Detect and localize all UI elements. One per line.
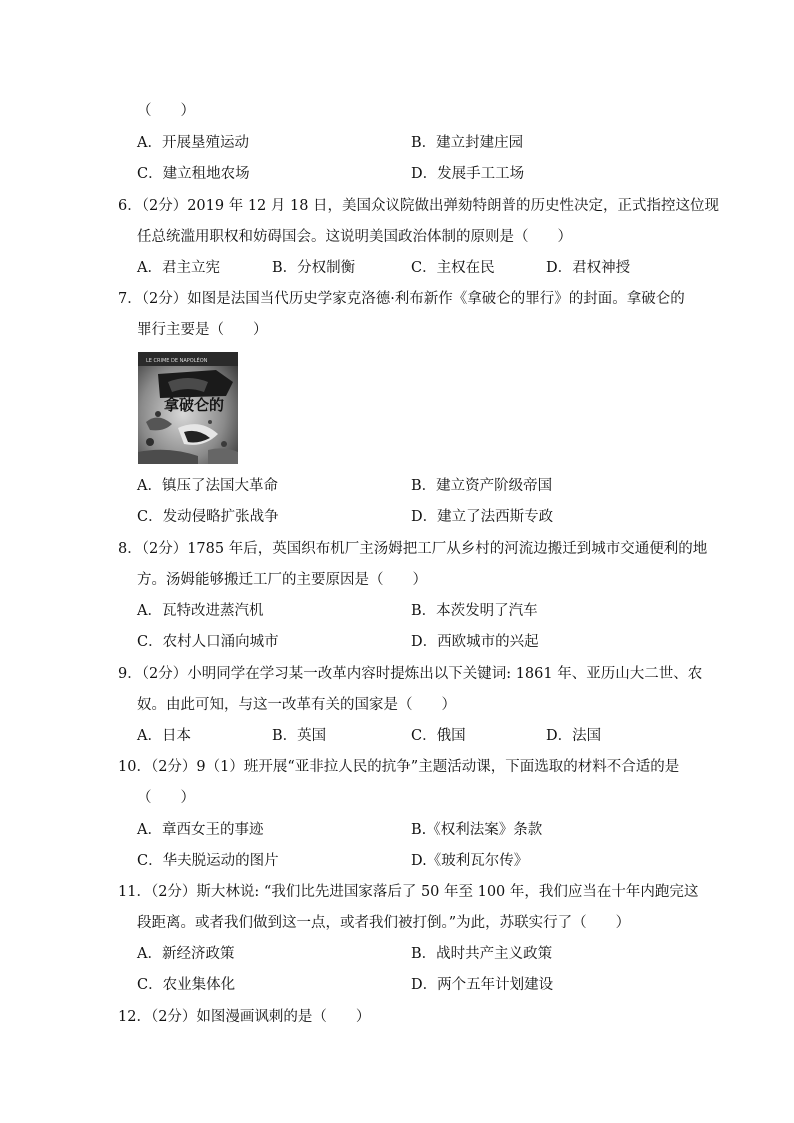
q6-option-a[interactable]: A．君主立宪 [137, 260, 220, 276]
q5-option-c[interactable]: C．建立租地农场 [137, 166, 250, 182]
q11-stem-line1: 11．（2分）斯大林说: “我们比先进国家落后了 50 年至 100 年，我们应当在十年内跑完这 [118, 884, 699, 900]
q10-stem-line2: （ ） [137, 790, 195, 806]
q11-option-d[interactable]: D．两个五年计划建设 [411, 977, 554, 993]
q7-option-c[interactable]: C．发动侵略扩张战争 [137, 509, 279, 525]
q6-option-c[interactable]: C．主权在民 [411, 260, 495, 276]
q8-option-d[interactable]: D．西欧城市的兴起 [411, 634, 539, 650]
q5-answer-blank: （ ） [137, 103, 195, 119]
q8-stem-line2: 方。汤姆能够搬迁工厂的主要原因是（ ） [137, 572, 427, 588]
q7-option-a[interactable]: A．镇压了法国大革命 [137, 478, 278, 494]
q6-stem-line1: 6．（2分）2019 年 12 月 18 日，美国众议院做出弹劾特朗普的历史性决定，正式指控这位现 [118, 198, 720, 214]
q6-option-b[interactable]: B．分权制衡 [272, 260, 356, 276]
q11-option-c[interactable]: C．农业集体化 [137, 977, 236, 993]
q10-option-a[interactable]: A．章西女王的事迹 [137, 822, 264, 838]
q9-option-a[interactable]: A．日本 [137, 728, 191, 744]
q12-stem-line1: 12．（2分）如图漫画讽刺的是（ ） [118, 1009, 371, 1025]
q6-option-d[interactable]: D．君权神授 [546, 260, 631, 276]
q10-stem-line1: 10．（2分）9（1）班开展“亚非拉人民的抗争”主题活动课，下面选取的材料不合适的是 [118, 759, 680, 775]
q8-stem-line1: 8．（2分）1785 年后，英国织布机厂主汤姆把工厂从乡村的河流边搬迁到城市交通便利的地 [118, 541, 708, 557]
svg-text:拿破仑的: 拿破仑的 [164, 396, 225, 414]
q9-option-d[interactable]: D．法国 [546, 728, 602, 744]
q10-option-d[interactable]: D.《玻利瓦尔传》 [411, 853, 529, 869]
svg-text:LE CRIME DE NAPOLÉON: LE CRIME DE NAPOLÉON [146, 358, 208, 364]
q5-option-b[interactable]: B．建立封建庄园 [411, 135, 524, 151]
q10-option-b[interactable]: B.《权利法案》条款 [411, 822, 543, 838]
q5-option-d[interactable]: D．发展手工工场 [411, 166, 525, 182]
q7-stem-line2: 罪行主要是（ ） [137, 322, 268, 338]
q8-option-b[interactable]: B．本茨发明了汽车 [411, 603, 538, 619]
q11-option-b[interactable]: B．战时共产主义政策 [411, 946, 553, 962]
q7-option-b[interactable]: B．建立资产阶级帝国 [411, 478, 553, 494]
q9-stem-line2: 奴。由此可知，与这一改革有关的国家是（ ） [137, 697, 456, 713]
q6-stem-line2: 任总统滥用职权和妨碍国会。这说明美国政治体制的原则是（ ） [137, 229, 572, 245]
q11-stem-line2: 段距离。或者我们做到这一点，或者我们被打倒。”为此，苏联实行了（ ） [137, 915, 631, 931]
q8-option-c[interactable]: C．农村人口涌向城市 [137, 634, 279, 650]
q9-stem-line1: 9．（2分）小明同学在学习某一改革内容时提炼出以下关键词: 1861 年、亚历山大二世、农 [118, 666, 703, 682]
q11-option-a[interactable]: A．新经济政策 [137, 946, 235, 962]
q7-option-d[interactable]: D．建立了法西斯专政 [411, 509, 554, 525]
q7-stem-line1: 7．（2分）如图是法国当代历史学家克洛德·利布新作《拿破仑的罪行》的封面。拿破仑的 [118, 291, 685, 307]
q8-option-a[interactable]: A．瓦特改进蒸汽机 [137, 603, 264, 619]
book-cover-image [138, 352, 238, 464]
q5-option-a[interactable]: A．开展垦殖运动 [137, 135, 249, 151]
q10-option-c[interactable]: C．华夫脱运动的图片 [137, 853, 279, 869]
q9-option-b[interactable]: B．英国 [272, 728, 327, 744]
q9-option-c[interactable]: C．俄国 [411, 728, 466, 744]
